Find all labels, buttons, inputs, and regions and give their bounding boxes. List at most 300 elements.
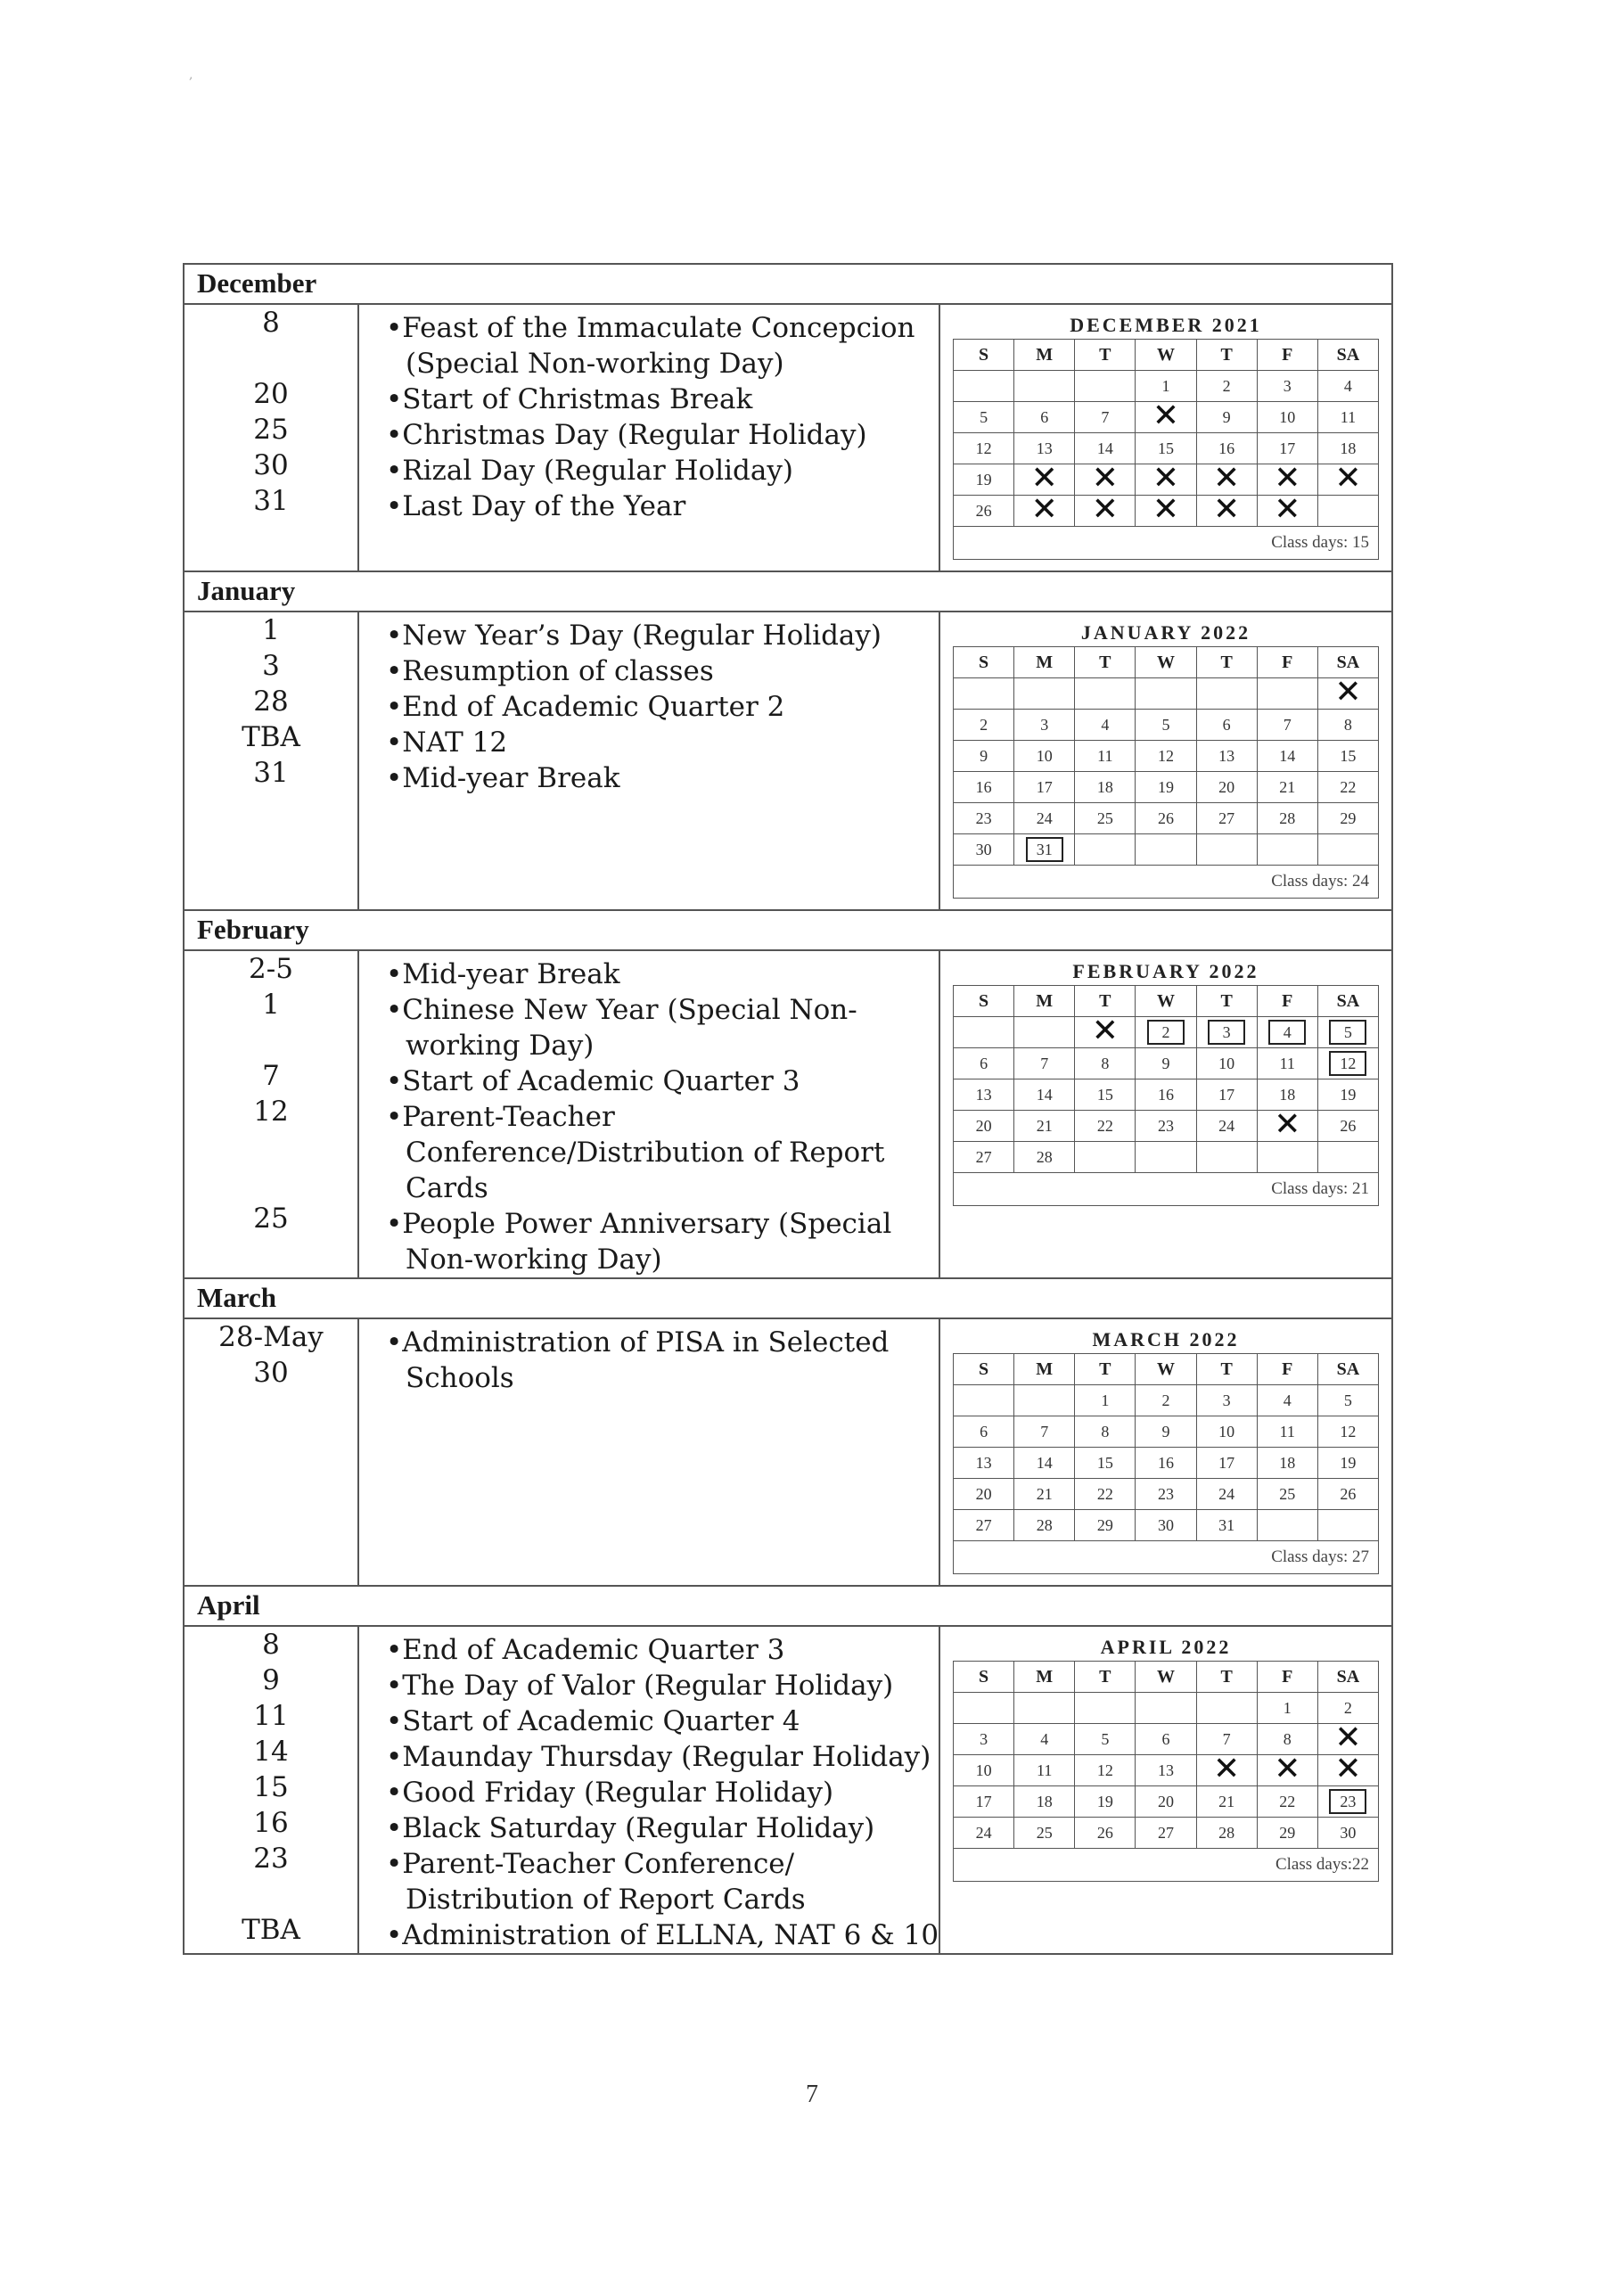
calendar-day: 24	[1014, 803, 1075, 834]
calendar-day	[1014, 1385, 1075, 1416]
calendar-day: 10	[1257, 402, 1317, 433]
event-date	[185, 341, 357, 376]
school-calendar-table	[183, 263, 1393, 1955]
mini-calendar-cell-february	[939, 950, 1392, 1278]
bullet-icon: •	[386, 1741, 403, 1773]
cross-mark-icon: ✕	[1334, 1720, 1362, 1756]
calendar-day	[1257, 678, 1317, 710]
calendar-day: 5	[1075, 1724, 1136, 1755]
calendar-day: 21	[1196, 1786, 1257, 1818]
event-text: Non-working Day)	[406, 1244, 662, 1276]
calendar-day	[1257, 1142, 1317, 1173]
event-date: 12	[253, 1096, 289, 1128]
calendar-day: 12	[1136, 741, 1196, 772]
calendar-day: 21	[1014, 1111, 1075, 1142]
class-days-count: Class days: 27	[954, 1541, 1379, 1574]
calendar-day	[1317, 1142, 1378, 1173]
event-date: 31	[253, 485, 289, 517]
calendar-day: 3	[1196, 1385, 1257, 1416]
event-date: 28-May	[218, 1321, 324, 1353]
event-item-continued	[373, 346, 939, 382]
calendar-day	[1075, 678, 1136, 710]
bullet-icon: •	[386, 455, 403, 487]
calendar-day	[1196, 1142, 1257, 1173]
event-date: 11	[253, 1700, 289, 1732]
mini-calendar-cell-march	[939, 1318, 1392, 1586]
event-item	[373, 1917, 939, 1953]
weekday-header: T	[1075, 1354, 1136, 1385]
box-mark: 3	[1208, 1020, 1245, 1045]
calendar-day: 3	[1014, 710, 1075, 741]
weekday-header: F	[1257, 340, 1317, 371]
mini-calendar-cell-january	[939, 612, 1392, 910]
boxed-day	[1257, 1017, 1317, 1048]
calendar-day	[1317, 1510, 1378, 1541]
event-text: People Power Anniversary (Special	[402, 1208, 892, 1240]
event-item-continued	[373, 1242, 939, 1277]
calendar-day: 3	[954, 1724, 1014, 1755]
cross-mark-icon: ✕	[1091, 460, 1119, 497]
cross-mark-icon: ✕	[1274, 1106, 1301, 1143]
event-item	[373, 725, 939, 760]
calendar-day	[1196, 1693, 1257, 1724]
calendar-day: 4	[1014, 1724, 1075, 1755]
calendar-day: 30	[1317, 1818, 1378, 1849]
weekday-header: W	[1136, 340, 1196, 371]
event-date: 8	[262, 1629, 280, 1661]
events-column-january	[358, 612, 939, 910]
box-mark: 12	[1329, 1051, 1366, 1076]
weekday-header: M	[1014, 1354, 1075, 1385]
event-text: The Day of Valor (Regular Holiday)	[402, 1670, 894, 1702]
event-date: 30	[253, 1357, 289, 1389]
weekday-header: M	[1014, 1662, 1075, 1693]
calendar-day: 18	[1075, 772, 1136, 803]
cross-mark-icon: ✕	[1274, 1751, 1301, 1787]
event-text: Feast of the Immaculate Concepcion	[402, 312, 915, 344]
cross-mark-icon: ✕	[1334, 674, 1362, 710]
calendar-day: 19	[1075, 1786, 1136, 1818]
boxed-day	[1014, 834, 1075, 866]
calendar-day: 4	[1317, 371, 1378, 402]
event-item	[373, 689, 939, 725]
cross-mark-icon: ✕	[1334, 1751, 1362, 1787]
calendar-day	[954, 1693, 1014, 1724]
calendar-day: 22	[1075, 1111, 1136, 1142]
calendar-day: 9	[1136, 1048, 1196, 1079]
weekday-header: W	[1136, 986, 1196, 1017]
event-date: TBA	[242, 721, 300, 753]
weekday-header: S	[954, 986, 1014, 1017]
calendar-day: 19	[1136, 772, 1196, 803]
calendar-day	[1136, 1142, 1196, 1173]
calendar-day	[1257, 834, 1317, 866]
bullet-icon: •	[386, 1208, 403, 1240]
crossed-out-day-icon	[1257, 1751, 1317, 1787]
calendar-day: 28	[1196, 1818, 1257, 1849]
calendar-day: 8	[1075, 1048, 1136, 1079]
event-text: Start of Academic Quarter 3	[402, 1065, 800, 1097]
calendar-day	[1014, 371, 1075, 402]
month-heading-february: February	[184, 910, 1392, 950]
calendar-day: 28	[1014, 1510, 1075, 1541]
calendar-day	[1014, 1693, 1075, 1724]
calendar-day: 13	[1196, 741, 1257, 772]
bullet-icon: •	[386, 1634, 403, 1666]
weekday-header: M	[1014, 986, 1075, 1017]
box-mark: 31	[1026, 837, 1063, 862]
event-date: 1	[262, 989, 280, 1021]
calendar-day	[1257, 1510, 1317, 1541]
calendar-day: 2	[954, 710, 1014, 741]
event-item	[373, 1325, 939, 1360]
calendar-title: FEBRUARY 2022	[1072, 960, 1259, 982]
calendar-day: 26	[1317, 1479, 1378, 1510]
calendar-day: 20	[1196, 772, 1257, 803]
crossed-out-day-icon	[1075, 1013, 1136, 1049]
bullet-icon: •	[386, 691, 403, 723]
calendar-day: 25	[1257, 1479, 1317, 1510]
calendar-day	[1075, 1693, 1136, 1724]
calendar-day: 26	[1075, 1818, 1136, 1849]
calendar-day: 26	[954, 496, 1014, 527]
event-text: Administration of PISA in Selected	[402, 1326, 890, 1359]
bullet-icon: •	[386, 1848, 403, 1880]
mini-calendar-february	[953, 960, 1379, 1206]
calendar-day: 7	[1075, 402, 1136, 433]
mini-calendar-cell-april	[939, 1626, 1392, 1954]
calendar-day	[1136, 834, 1196, 866]
weekday-header: W	[1136, 1662, 1196, 1693]
event-item	[373, 310, 939, 346]
weekday-header: SA	[1317, 340, 1378, 371]
event-date: 31	[253, 757, 289, 789]
calendar-day: 23	[954, 803, 1014, 834]
calendar-day: 9	[954, 741, 1014, 772]
calendar-day: 7	[1257, 710, 1317, 741]
event-date: 9	[262, 1664, 280, 1696]
calendar-day: 24	[1196, 1111, 1257, 1142]
event-date: 14	[253, 1736, 289, 1768]
event-item	[373, 618, 939, 653]
calendar-day: 10	[1014, 741, 1075, 772]
mini-calendar-april	[953, 1636, 1379, 1882]
event-item-continued	[373, 1170, 939, 1206]
month-heading-december: December	[184, 264, 1392, 304]
calendar-day: 9	[1196, 402, 1257, 433]
calendar-day: 22	[1075, 1479, 1136, 1510]
crossed-out-day-icon	[1136, 491, 1196, 528]
crossed-out-day-icon	[1196, 1751, 1257, 1787]
calendar-day	[1075, 1142, 1136, 1173]
calendar-day: 22	[1257, 1786, 1317, 1818]
cross-mark-icon: ✕	[1274, 491, 1301, 528]
cross-mark-icon: ✕	[1213, 1751, 1241, 1787]
calendar-day: 20	[1136, 1786, 1196, 1818]
calendar-day: 17	[1257, 433, 1317, 464]
weekday-header: M	[1014, 647, 1075, 678]
calendar-day: 15	[1136, 433, 1196, 464]
event-text: Parent-Teacher Conference/	[402, 1848, 795, 1880]
calendar-day: 30	[954, 834, 1014, 866]
calendar-day: 7	[1014, 1048, 1075, 1079]
cross-mark-icon: ✕	[1030, 491, 1058, 528]
weekday-header: S	[954, 1662, 1014, 1693]
mini-calendar-january	[953, 621, 1379, 899]
event-date: 15	[253, 1771, 289, 1803]
event-date: 8	[262, 307, 280, 339]
class-days-count: Class days:22	[954, 1849, 1379, 1882]
event-item	[373, 760, 939, 796]
event-date: 16	[253, 1807, 289, 1839]
bullet-icon: •	[386, 312, 403, 344]
cross-mark-icon: ✕	[1030, 460, 1058, 497]
weekday-header: T	[1196, 1354, 1257, 1385]
calendar-day: 9	[1136, 1416, 1196, 1448]
bullet-icon: •	[386, 383, 403, 415]
calendar-day	[954, 1017, 1014, 1048]
calendar-day: 27	[1196, 803, 1257, 834]
calendar-day: 28	[1257, 803, 1317, 834]
calendar-day	[1196, 834, 1257, 866]
bullet-icon: •	[386, 1777, 403, 1809]
calendar-day: 8	[1257, 1724, 1317, 1755]
weekday-header: SA	[1317, 1662, 1378, 1693]
event-date: 20	[253, 378, 289, 410]
bullet-icon: •	[386, 958, 403, 990]
event-text: Mid-year Break	[402, 958, 620, 990]
calendar-day: 20	[954, 1479, 1014, 1510]
event-item	[373, 1063, 939, 1099]
calendar-title: MARCH 2022	[1092, 1328, 1240, 1350]
calendar-day: 27	[954, 1510, 1014, 1541]
event-date: 23	[253, 1843, 289, 1875]
calendar-day: 10	[954, 1755, 1014, 1786]
calendar-day	[1317, 496, 1378, 527]
crossed-out-day-icon	[1257, 1106, 1317, 1143]
mini-calendar-december	[953, 314, 1379, 560]
calendar-day: 25	[1075, 803, 1136, 834]
dates-column-february	[184, 950, 358, 1278]
calendar-day: 23	[1136, 1111, 1196, 1142]
calendar-day: 5	[1136, 710, 1196, 741]
calendar-day: 3	[1257, 371, 1317, 402]
calendar-day	[1075, 834, 1136, 866]
calendar-day: 14	[1075, 433, 1136, 464]
event-date	[185, 1165, 357, 1201]
dates-column-december	[184, 304, 358, 571]
event-text: working Day)	[406, 1030, 595, 1062]
calendar-day: 4	[1257, 1385, 1317, 1416]
cross-mark-icon: ✕	[1152, 491, 1180, 528]
calendar-title: DECEMBER 2021	[1070, 314, 1262, 336]
events-column-april	[358, 1626, 939, 1954]
event-date	[185, 1022, 357, 1058]
calendar-day: 22	[1317, 772, 1378, 803]
weekday-header: T	[1196, 340, 1257, 371]
calendar-day: 25	[1014, 1818, 1075, 1849]
calendar-day: 13	[1014, 433, 1075, 464]
calendar-day: 18	[1014, 1786, 1075, 1818]
event-item-continued	[373, 1028, 939, 1063]
calendar-day: 10	[1196, 1416, 1257, 1448]
event-item	[373, 992, 939, 1028]
calendar-day: 13	[1136, 1755, 1196, 1786]
calendar-day: 7	[1014, 1416, 1075, 1448]
calendar-day: 11	[1257, 1416, 1317, 1448]
events-column-december	[358, 304, 939, 571]
event-date: 2-5	[249, 953, 293, 985]
weekday-header: S	[954, 1354, 1014, 1385]
calendar-day	[1136, 678, 1196, 710]
weekday-header: F	[1257, 647, 1317, 678]
event-item-continued	[373, 1360, 939, 1396]
calendar-day: 14	[1014, 1448, 1075, 1479]
calendar-day: 31	[1196, 1510, 1257, 1541]
calendar-day: 11	[1317, 402, 1378, 433]
event-item	[373, 417, 939, 453]
scan-mark: ,	[189, 68, 193, 82]
event-text: Resumption of classes	[402, 655, 714, 687]
mini-calendar-cell-december	[939, 304, 1392, 571]
calendar-day: 1	[1075, 1385, 1136, 1416]
event-item-continued	[373, 1882, 939, 1917]
page-number: 7	[806, 2081, 818, 2108]
event-text: End of Academic Quarter 3	[402, 1634, 785, 1666]
weekday-header: T	[1196, 1662, 1257, 1693]
calendar-day: 20	[954, 1111, 1014, 1142]
crossed-out-day-icon	[1317, 460, 1378, 497]
weekday-header: T	[1196, 986, 1257, 1017]
calendar-day: 16	[1196, 433, 1257, 464]
calendar-day: 14	[1257, 741, 1317, 772]
boxed-day	[1317, 1017, 1378, 1048]
event-date: TBA	[242, 1914, 300, 1946]
event-item	[373, 1099, 939, 1135]
event-text: Black Saturday (Regular Holiday)	[402, 1812, 875, 1844]
weekday-header: F	[1257, 1354, 1317, 1385]
calendar-day: 11	[1075, 741, 1136, 772]
crossed-out-day-icon	[1136, 398, 1196, 434]
calendar-day: 24	[954, 1818, 1014, 1849]
event-item	[373, 1632, 939, 1668]
calendar-day: 12	[954, 433, 1014, 464]
calendar-title: APRIL 2022	[1100, 1636, 1232, 1658]
calendar-day: 14	[1014, 1079, 1075, 1111]
event-item	[373, 1206, 939, 1242]
weekday-header: W	[1136, 647, 1196, 678]
dates-column-april	[184, 1626, 358, 1954]
event-text: Christmas Day (Regular Holiday)	[402, 419, 867, 451]
crossed-out-day-icon	[1014, 491, 1075, 528]
calendar-day	[1075, 371, 1136, 402]
weekday-header: S	[954, 647, 1014, 678]
event-item	[373, 1775, 939, 1810]
weekday-header: W	[1136, 1354, 1196, 1385]
box-mark: 23	[1329, 1789, 1366, 1814]
cross-mark-icon: ✕	[1213, 491, 1241, 528]
weekday-header: T	[1075, 986, 1136, 1017]
calendar-day: 2	[1136, 1385, 1196, 1416]
event-text: End of Academic Quarter 2	[402, 691, 785, 723]
weekday-header: T	[1075, 1662, 1136, 1693]
crossed-out-day-icon	[1257, 491, 1317, 528]
class-days-count: Class days: 15	[954, 527, 1379, 560]
calendar-day: 27	[1136, 1818, 1196, 1849]
boxed-day	[1317, 1786, 1378, 1818]
calendar-day: 6	[954, 1048, 1014, 1079]
calendar-day: 7	[1196, 1724, 1257, 1755]
crossed-out-day-icon	[1075, 491, 1136, 528]
calendar-day: 19	[1317, 1448, 1378, 1479]
cross-mark-icon: ✕	[1091, 1013, 1119, 1049]
boxed-day	[1317, 1048, 1378, 1079]
calendar-day: 2	[1317, 1693, 1378, 1724]
calendar-day: 12	[1317, 1416, 1378, 1448]
bullet-icon: •	[386, 1065, 403, 1097]
bullet-icon: •	[386, 762, 403, 794]
event-item	[373, 488, 939, 524]
calendar-day: 17	[954, 1786, 1014, 1818]
calendar-title: JANUARY 2022	[1080, 621, 1251, 644]
calendar-day: 15	[1075, 1448, 1136, 1479]
calendar-day: 5	[954, 402, 1014, 433]
event-item	[373, 1668, 939, 1703]
dates-column-march	[184, 1318, 358, 1586]
calendar-day: 13	[954, 1079, 1014, 1111]
calendar-day: 1	[1257, 1693, 1317, 1724]
calendar-day: 18	[1257, 1079, 1317, 1111]
weekday-header: SA	[1317, 986, 1378, 1017]
weekday-header: T	[1196, 647, 1257, 678]
calendar-day: 15	[1317, 741, 1378, 772]
calendar-day: 4	[1075, 710, 1136, 741]
calendar-day	[1136, 1693, 1196, 1724]
month-heading-april: April	[184, 1586, 1392, 1626]
event-text: Conference/Distribution of Report	[406, 1137, 885, 1169]
calendar-day	[1317, 834, 1378, 866]
calendar-day: 8	[1317, 710, 1378, 741]
calendar-day: 16	[954, 772, 1014, 803]
bullet-icon: •	[386, 1670, 403, 1702]
events-column-march	[358, 1318, 939, 1586]
bullet-icon: •	[386, 994, 403, 1026]
calendar-day: 11	[1257, 1048, 1317, 1079]
weekday-header: F	[1257, 986, 1317, 1017]
bullet-icon: •	[386, 1705, 403, 1737]
calendar-day: 6	[954, 1416, 1014, 1448]
event-date: 3	[262, 650, 280, 682]
bullet-icon: •	[386, 1101, 403, 1133]
calendar-day: 2	[1196, 371, 1257, 402]
event-date: 25	[253, 1203, 289, 1235]
event-item-continued	[373, 1135, 939, 1170]
bullet-icon: •	[386, 726, 403, 759]
event-text: Start of Christmas Break	[402, 383, 753, 415]
calendar-day	[1014, 678, 1075, 710]
calendar-day: 21	[1014, 1479, 1075, 1510]
calendar-day: 21	[1257, 772, 1317, 803]
event-text: Rizal Day (Regular Holiday)	[402, 455, 793, 487]
calendar-day	[954, 371, 1014, 402]
crossed-out-day-icon	[1196, 491, 1257, 528]
event-text: Maunday Thursday (Regular Holiday)	[402, 1741, 931, 1773]
class-days-count: Class days: 24	[954, 866, 1379, 899]
calendar-day: 30	[1136, 1510, 1196, 1541]
calendar-day: 29	[1317, 803, 1378, 834]
cross-mark-icon: ✕	[1152, 398, 1180, 434]
calendar-day: 17	[1196, 1448, 1257, 1479]
